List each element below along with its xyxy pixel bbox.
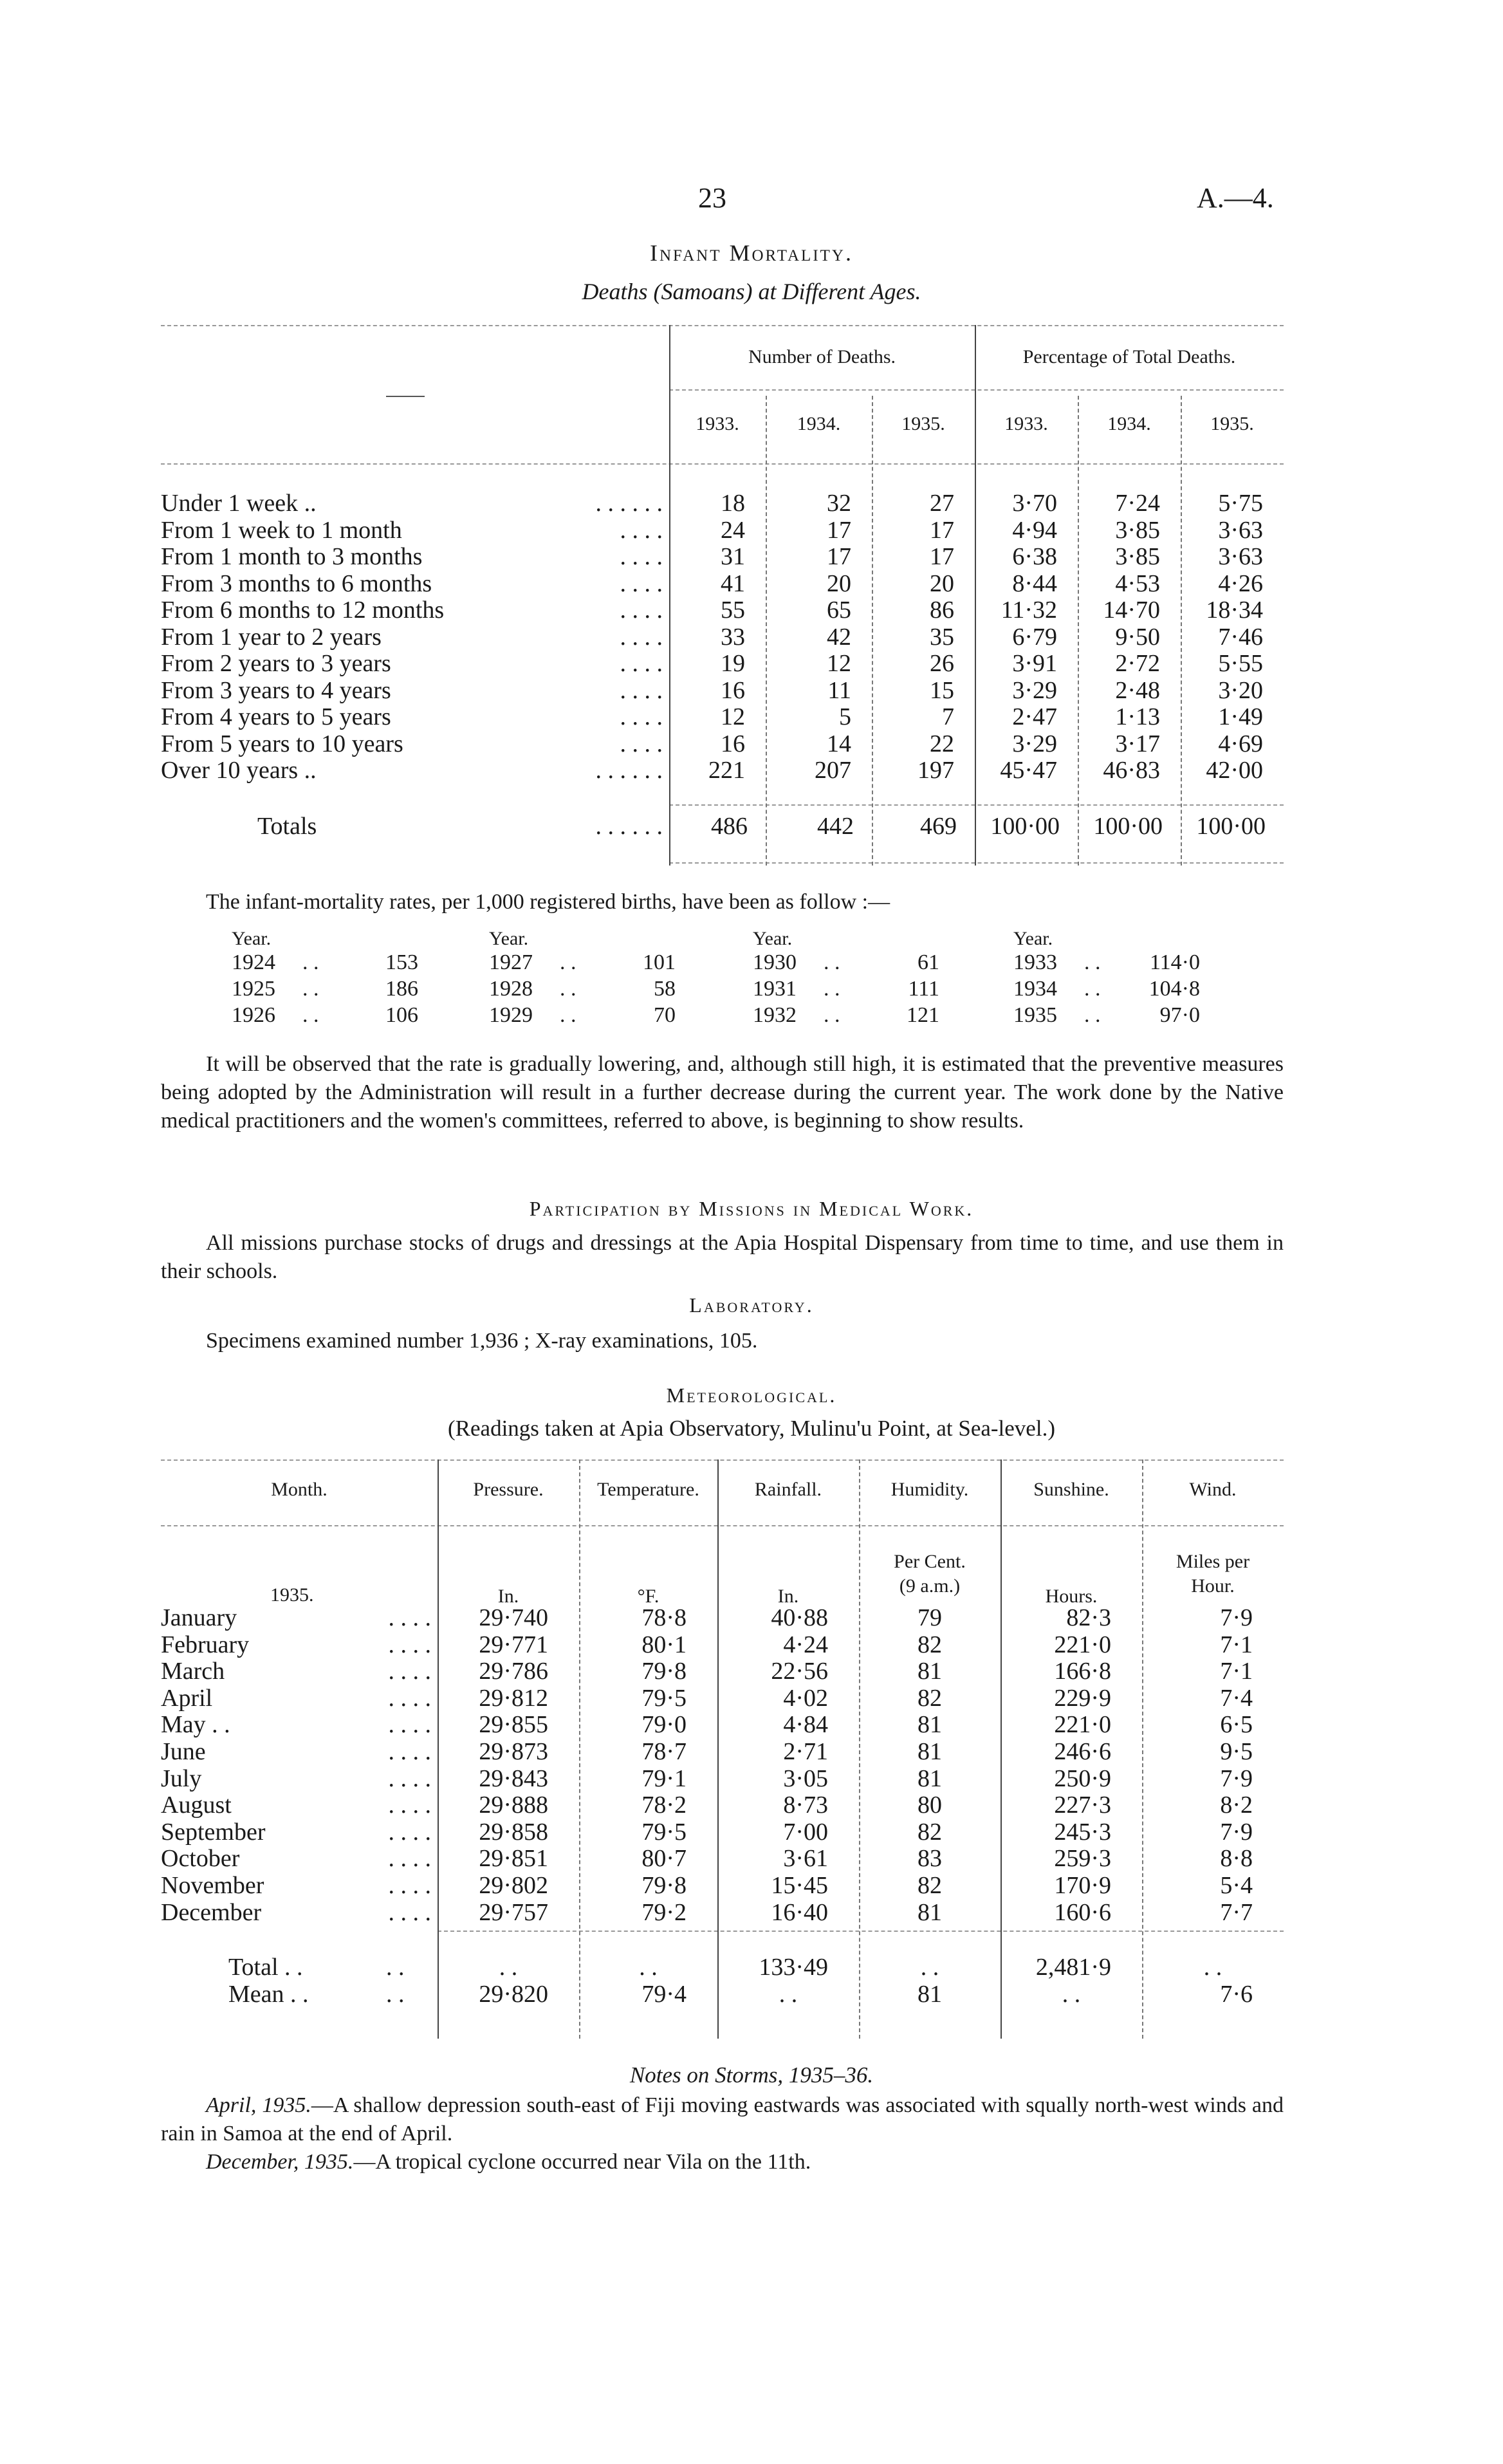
table-cell: 197 [917,757,954,784]
leader-dots: . . . . [620,703,663,730]
rates-intro: The infant-mortality rates, per 1,000 registered births, have been as follow :— [206,890,890,914]
table-cell: 14 [827,730,851,757]
met-cell: 8·73 [783,1792,828,1819]
table-cell: 3·29 [1012,730,1057,757]
table-cell: 3·85 [1115,543,1160,570]
met-cell: 250·9 [1054,1765,1111,1792]
met-cell: 79·8 [641,1658,687,1685]
met-cell: 29·873 [479,1738,548,1765]
met-cell: 79·0 [641,1711,687,1739]
leader-dots: . . . . [388,1711,431,1739]
met-cell: 8·8 [1220,1845,1253,1873]
leader-dots: . . . . [388,1658,431,1685]
leader-dots: . . . . [388,1792,431,1819]
table-cell: 4·53 [1115,570,1160,597]
met-cell: 40·88 [771,1604,828,1631]
leader-dots: . . . . [388,1818,431,1846]
met-cell: 16·40 [771,1898,828,1926]
rate-value: 101 [643,950,676,974]
table-cell: 11 [827,676,851,704]
unit-label: Hours. [1045,1586,1098,1607]
totals-cell: 486 [711,813,748,840]
table-row-label: From 4 years to 5 years [161,703,391,730]
met-cell: 29·786 [479,1658,548,1685]
met-cell: 7·9 [1220,1604,1253,1631]
met-cell: 5·4 [1220,1872,1253,1899]
unit-label: In. [497,1586,519,1607]
table-cell: 32 [827,490,851,517]
table-cell: 86 [930,597,954,624]
table-cell: 6·79 [1012,623,1057,651]
met-cell: 79·5 [641,1818,687,1846]
met-cell: 78·2 [641,1792,687,1819]
table-cell: 20 [930,570,954,597]
table-cell: 55 [721,597,745,624]
year-header: 1935. [901,413,945,434]
leader-dots: . . . . [620,543,663,570]
leader-dots: . . [386,1981,405,2008]
rates-year-label: Year. [489,928,529,949]
total-cell: . . [1203,1954,1222,1981]
leader-dots: . . . . [388,1898,431,1926]
met-cell: 81 [917,1658,942,1685]
met-cell: 7·7 [1220,1898,1253,1926]
leader-dots: . . [386,1954,405,1981]
col-header-pressure: Pressure. [473,1479,544,1500]
mean-cell: 29·820 [479,1981,548,2008]
leader-dots: . . . . [388,1604,431,1631]
year-header: 1933. [1004,413,1048,434]
table-cell: 5 [839,703,851,730]
table-row-label: From 3 months to 6 months [161,570,432,597]
month-label: November [161,1872,264,1899]
table-cell: 3·63 [1218,516,1263,544]
met-cell: 7·1 [1220,1658,1253,1685]
met-cell: 82 [917,1684,942,1712]
total-cell: . . [499,1954,518,1981]
rate-value: 104·8 [1148,977,1200,1001]
table-cell: 4·94 [1012,516,1057,544]
rate-value: 114·0 [1149,950,1200,974]
group-number-of-deaths: Number of Deaths. [748,346,896,367]
total-cell: 133·49 [759,1954,828,1981]
table-cell: 22 [930,730,954,757]
leader-dots: . . . . [388,1738,431,1765]
month-label: January [161,1604,237,1631]
leader-dots: . . [824,950,840,974]
totals-cell: 442 [817,813,854,840]
leader-dots: . . . . [388,1845,431,1873]
rates-year-label: Year. [1013,928,1053,949]
table-cell: 3·63 [1218,543,1263,570]
rate-value: 70 [654,1003,676,1027]
leader-dots: . . . . . . [595,490,663,517]
leader-dots: . . . . [388,1872,431,1899]
met-cell: 79·8 [641,1872,687,1899]
table-cell: 24 [721,516,745,544]
table-cell: 14·70 [1103,597,1160,624]
met-cell: 221·0 [1054,1631,1111,1658]
leader-dots: . . . . [620,730,663,757]
met-cell: 29·888 [479,1792,548,1819]
table-cell: 31 [721,543,745,570]
mean-cell: 79·4 [641,1981,687,2008]
rate-year: 1926 [232,1003,275,1027]
leader-dots: . . . . [620,623,663,651]
table-cell: 7·24 [1115,490,1160,517]
col-header-rainfall: Rainfall. [754,1479,822,1500]
met-cell: 80·1 [641,1631,687,1658]
table-cell: 1·13 [1115,703,1160,730]
table-cell: 5·75 [1218,490,1263,517]
met-cell: 29·843 [479,1765,548,1792]
met-cell: 78·8 [641,1604,687,1631]
met-cell: 7·9 [1220,1765,1253,1792]
met-cell: 81 [917,1898,942,1926]
table-cell: 4·69 [1218,730,1263,757]
leader-dots: . . [302,950,319,974]
table-cell: 3·20 [1218,676,1263,704]
leader-dots: . . [1084,950,1101,974]
table-cell: 18 [721,490,745,517]
table-cell: 2·72 [1115,650,1160,677]
rate-value: 153 [385,950,418,974]
table-row-label: From 6 months to 12 months [161,597,445,624]
met-cell: 82 [917,1818,942,1846]
met-cell: 79·2 [641,1898,687,1926]
table-cell: 45·47 [1000,757,1057,784]
table-cell: 19 [721,650,745,677]
year-header: 1934. [797,413,841,434]
rate-value: 186 [385,977,418,1001]
table-row-label: Over 10 years .. [161,757,317,784]
met-cell: 22·56 [771,1658,828,1685]
met-cell: 2·71 [783,1738,828,1765]
met-cell: 29·851 [479,1845,548,1873]
table-cell: 12 [721,703,745,730]
total-label: Total . . [228,1954,303,1981]
met-cell: 7·1 [1220,1631,1253,1658]
totals-cell: 100·00 [1196,813,1266,840]
unit-label: Per Cent. (9 a.m.) [894,1551,966,1597]
table-cell: 3·17 [1115,730,1160,757]
met-cell: 3·61 [783,1845,828,1873]
met-cell: 29·858 [479,1818,548,1846]
rate-value: 61 [917,950,939,974]
met-cell: 80 [917,1792,942,1819]
laboratory-text: Specimens examined number 1,936 ; X-ray examinations, 105. [206,1329,758,1353]
mean-label: Mean . . [228,1981,309,2008]
table-row-label: From 1 month to 3 months [161,543,423,570]
table-cell: 7 [942,703,954,730]
met-cell: 259·3 [1054,1845,1111,1873]
rate-year: 1932 [753,1003,797,1027]
table-row-label: From 5 years to 10 years [161,730,403,757]
leader-dots: . . . . . . [595,813,663,840]
table-cell: 46·83 [1103,757,1160,784]
leader-dots: . . . . [388,1765,431,1792]
leader-dots: . . [560,950,576,974]
observation-paragraph: It will be observed that the rate is gradually lowering, and, although still high, it is estimated that the preventive measures being adopted by the Administration will result in a further decrease during the current year. The work done by the Native medical practitioners and the women's committees, referred to above, is beginning to show results. [161,1052,1284,1133]
met-cell: 82 [917,1872,942,1899]
storms-heading: Notes on Storms, 1935–36. [629,2062,874,2088]
month-label: August [161,1792,232,1819]
rate-year: 1925 [232,977,275,1001]
col-header-temperature: Temperature. [597,1479,699,1500]
storm-note-date: April, 1935. [206,2093,311,2117]
leader-dots: . . [1084,977,1101,1001]
table-cell: 42·00 [1206,757,1263,784]
met-cell: 82 [917,1631,942,1658]
totals-cell: 469 [920,813,957,840]
rate-year: 1935 [1013,1003,1057,1027]
table-cell: 27 [930,490,954,517]
met-cell: 8·2 [1220,1792,1253,1819]
rate-value: 121 [907,1003,939,1027]
met-cell: 29·855 [479,1711,548,1739]
met-cell: 9·5 [1220,1738,1253,1765]
table-cell: 35 [930,623,954,651]
met-cell: 7·00 [783,1818,828,1846]
storm-note-december [161,2148,1284,2176]
mean-cell: . . [779,1981,798,2008]
storm-note-date: December, 1935. [206,2150,354,2174]
met-cell: 81 [917,1711,942,1739]
meteorological-subheading: (Readings taken at Apia Observatory, Mulinu'u Point, at Sea-level.) [448,1416,1055,1441]
rate-value: 111 [908,977,939,1001]
col-header-month: Month. [271,1479,327,1500]
meteorological-heading: Meteorological. [666,1384,837,1407]
table-cell: 2·47 [1012,703,1057,730]
met-cell: 221·0 [1054,1711,1111,1739]
table-cell: 3·91 [1012,650,1057,677]
missions-text: All missions purchase stocks of drugs and dressings at the Apia Hospital Dispensary from time to time, and use them in their schools. [161,1231,1284,1283]
rate-year: 1927 [489,950,533,974]
leader-dots: . . [1084,1003,1101,1027]
month-label: February [161,1631,250,1658]
met-cell: 4·24 [783,1631,828,1658]
totals-label: Totals [257,813,317,840]
month-label: December [161,1898,262,1926]
met-cell: 4·84 [783,1711,828,1739]
met-cell: 6·5 [1220,1711,1253,1739]
met-cell: 83 [917,1845,942,1873]
mean-cell: . . [1062,1981,1081,2008]
leader-dots: . . . . . . [595,757,663,784]
table-cell: 6·38 [1012,543,1057,570]
leader-dots: . . . . [620,516,663,544]
table-cell: 65 [827,597,851,624]
rate-value: 106 [385,1003,418,1027]
met-cell: 29·740 [479,1604,548,1631]
col-header-sunshine: Sunshine. [1033,1479,1109,1500]
table-cell: 207 [815,757,851,784]
unit-label: Miles per Hour. [1176,1551,1250,1597]
leader-dots: . . [824,977,840,1001]
page-reference: A.—4. [1197,182,1274,214]
month-label: June [161,1738,206,1765]
leader-dots: . . . . [388,1684,431,1712]
infant-mortality-heading: Infant Mortality. [650,240,853,266]
met-cell: 79·1 [641,1765,687,1792]
met-cell: 229·9 [1054,1684,1111,1712]
table-cell: 5·55 [1218,650,1263,677]
met-cell: 29·757 [479,1898,548,1926]
month-label: April [161,1684,213,1712]
rate-year: 1934 [1013,977,1057,1001]
met-cell: 78·7 [641,1738,687,1765]
leader-dots: . . . . [620,597,663,624]
table-cell: 3·29 [1012,676,1057,704]
met-cell: 29·771 [479,1631,548,1658]
month-label: September [161,1818,266,1846]
met-cell: 81 [917,1765,942,1792]
year-label: 1935. [270,1584,314,1606]
col-header-wind: Wind. [1189,1479,1237,1500]
year-header: 1935. [1210,413,1254,434]
rate-value: 97·0 [1159,1003,1200,1027]
table-cell: 15 [930,676,954,704]
met-cell: 4·02 [783,1684,828,1712]
storm-note-text: —A tropical cyclone occurred near Vila on the 11th. [353,2150,811,2174]
table-row-label: From 1 year to 2 years [161,623,382,651]
leader-dots: . . . . [620,676,663,704]
met-cell: 7·4 [1220,1684,1253,1712]
table-cell: 1·49 [1218,703,1263,730]
met-cell: 245·3 [1054,1818,1111,1846]
total-cell: 2,481·9 [1035,1954,1111,1981]
met-cell: 7·9 [1220,1818,1253,1846]
met-cell: 160·6 [1054,1898,1111,1926]
met-cell: 15·45 [771,1872,828,1899]
rates-year-label: Year. [232,928,272,949]
rate-year: 1924 [232,950,275,974]
col-header-humidity: Humidity. [890,1479,969,1500]
mean-cell: 81 [917,1981,942,2008]
storm-note-text: —A shallow depression south-east of Fiji moving eastwards was associated with squally north-west winds and rain in Samoa at the end of April. [161,2093,1284,2145]
met-cell: 82·3 [1066,1604,1111,1631]
met-cell: 29·812 [479,1684,548,1712]
leader-dots: . . . . [620,650,663,677]
table-cell: 3·85 [1115,516,1160,544]
storm-note-april [161,2091,1284,2148]
laboratory-heading: Laboratory. [689,1293,814,1317]
met-cell: 166·8 [1054,1658,1111,1685]
leader-dots: . . . . [620,570,663,597]
group-percentage-deaths: Percentage of Total Deaths. [1022,346,1236,367]
unit-label: In. [777,1586,799,1607]
rate-year: 1929 [489,1003,533,1027]
leader-dots: . . [302,1003,319,1027]
rate-year: 1930 [753,950,797,974]
rate-year: 1933 [1013,950,1057,974]
unit-label: °F. [637,1586,659,1607]
rate-value: 58 [654,977,676,1001]
table-cell: 3·70 [1012,490,1057,517]
month-label: October [161,1845,240,1873]
met-cell: 170·9 [1054,1872,1111,1899]
infant-mortality-subheading: Deaths (Samoans) at Different Ages. [582,279,921,304]
table-cell: 12 [827,650,851,677]
totals-cell: 100·00 [1093,813,1163,840]
month-label: May . . [161,1711,230,1739]
table-cell: 4·26 [1218,570,1263,597]
met-cell: 246·6 [1054,1738,1111,1765]
month-label: July [161,1765,202,1792]
table-cell: 16 [721,730,745,757]
met-cell: 3·05 [783,1765,828,1792]
table-cell: 9·50 [1115,623,1160,651]
met-cell: 80·7 [641,1845,687,1873]
table-row-label: From 1 week to 1 month [161,516,402,544]
table-cell: 42 [827,623,851,651]
month-label: March [161,1658,225,1685]
leader-dots: . . [824,1003,840,1027]
table-cell: 20 [827,570,851,597]
table-cell: 16 [721,676,745,704]
table-cell: 221 [708,757,745,784]
met-cell: 79 [917,1604,942,1631]
total-cell: . . [920,1954,939,1981]
table-cell: 41 [721,570,745,597]
table-cell: 11·32 [1000,597,1057,624]
table-cell: 33 [721,623,745,651]
totals-cell: 100·00 [990,813,1060,840]
missions-heading: Participation by Missions in Medical Work. [529,1197,974,1220]
mean-cell: 7·6 [1220,1981,1253,2008]
met-cell: 79·5 [641,1684,687,1712]
met-cell: 29·802 [479,1872,548,1899]
year-header: 1933. [696,413,739,434]
leader-dots: . . [560,1003,576,1027]
total-cell: . . [639,1954,658,1981]
table-cell: 17 [930,516,954,544]
table-cell: 8·44 [1012,570,1057,597]
year-header: 1934. [1107,413,1151,434]
rate-year: 1931 [753,977,797,1001]
page-number: 23 [698,182,726,214]
rates-year-label: Year. [753,928,793,949]
met-cell: 81 [917,1738,942,1765]
table-cell: 18·34 [1206,597,1263,624]
table-cell: 17 [827,516,851,544]
leader-dots: . . [302,977,319,1001]
table-row-label: Under 1 week .. [161,490,317,517]
leader-dots: . . [560,977,576,1001]
table-cell: 26 [930,650,954,677]
table-row-label: From 2 years to 3 years [161,650,391,677]
rate-year: 1928 [489,977,533,1001]
table-cell: 17 [930,543,954,570]
met-cell: 227·3 [1054,1792,1111,1819]
leader-dots: . . . . [388,1631,431,1658]
table-cell: 7·46 [1218,623,1263,651]
table-cell: 17 [827,543,851,570]
table-row-label: From 3 years to 4 years [161,676,391,704]
table-cell: 2·48 [1115,676,1160,704]
